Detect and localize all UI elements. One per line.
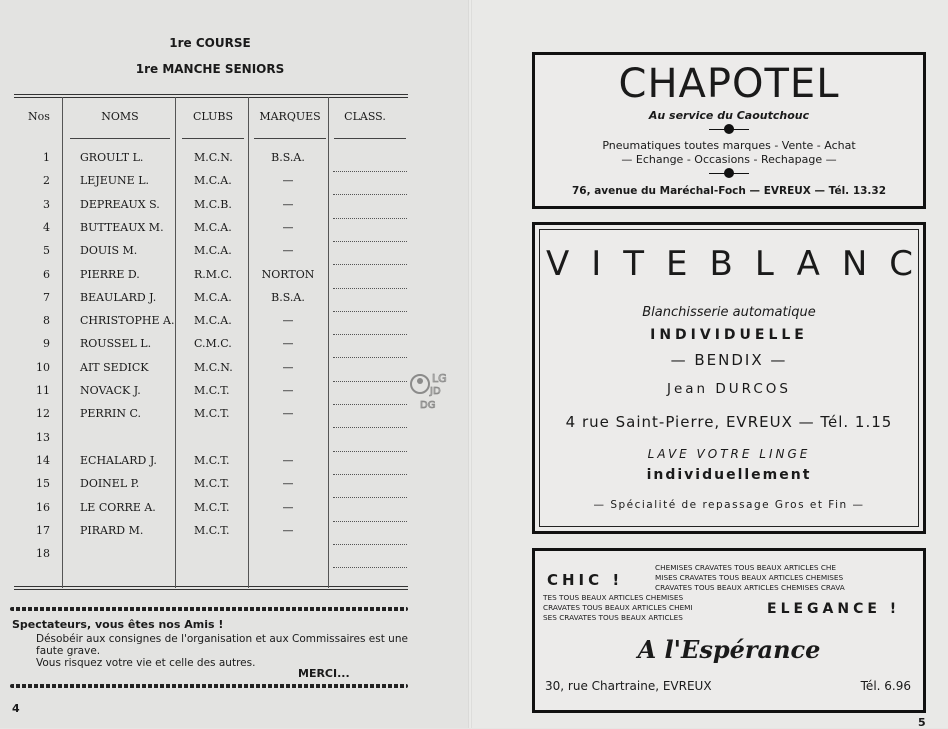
classement-blank: [333, 288, 407, 289]
entry-club: M.C.T.: [194, 453, 230, 467]
classement-blank: [333, 404, 407, 405]
table-top-rule: [14, 94, 408, 98]
entry-number: 7: [43, 290, 50, 304]
entry-number: 12: [36, 407, 50, 421]
viteblanc-line4: Jean DURCOS: [666, 381, 791, 397]
elegance-text: ELEGANCE !: [767, 601, 901, 617]
viteblanc-line5: 4 rue Saint-Pierre, EVREUX — Tél. 1.15: [565, 413, 893, 431]
viteblanc-line6: LAVE VOTRE LINGE: [647, 447, 811, 461]
classement-blank: [333, 334, 407, 335]
classement-blank: [333, 311, 407, 312]
entry-number: 17: [36, 523, 50, 537]
viteblanc-line1: Blanchisserie automatique: [642, 305, 816, 320]
classement-blank: [333, 264, 407, 265]
col-header-marques: MARQUES: [259, 110, 321, 123]
shop-name: A l'Espérance: [637, 635, 821, 664]
entry-brand: —: [282, 337, 294, 351]
header-underline: [70, 138, 170, 139]
entry-club: M.C.A.: [194, 174, 232, 188]
entry-club: M.C.T.: [194, 500, 230, 514]
entry-number: 15: [36, 477, 50, 491]
entry-number: 6: [43, 267, 50, 281]
entry-name: CHRISTOPHE A.: [80, 314, 175, 328]
entry-brand: —: [282, 407, 294, 421]
entry-number: 10: [36, 360, 50, 374]
classement-blank: [333, 567, 407, 568]
entry-brand: —: [282, 174, 294, 188]
ad-esperance: [532, 548, 926, 713]
svg-text:JD: JD: [430, 386, 441, 397]
entry-brand: B.S.A.: [271, 151, 305, 164]
entry-number: 9: [43, 337, 50, 351]
classement-blank: [333, 194, 407, 195]
viteblanc-name: VITEBLANC: [546, 244, 936, 284]
small-text-right: CHEMISES CRAVATES TOUS BEAUX ARTICLES CHE: [655, 563, 837, 572]
viteblanc-line2: INDIVIDUELLE: [650, 327, 808, 343]
entry-name: LE CORRE A.: [80, 500, 156, 514]
entry-brand: —: [282, 477, 294, 491]
entry-club: M.C.T.: [194, 523, 230, 537]
entry-number: 13: [36, 430, 50, 444]
warning-text: Vous risquez votre vie et celle des autres.: [36, 657, 256, 669]
column-divider: [175, 97, 176, 588]
small-text-left: CRAVATES TOUS BEAUX ARTICLES CHEMI: [543, 603, 693, 612]
entry-brand: —: [282, 220, 294, 234]
classement-blank: [333, 241, 407, 242]
wavy-rule: [10, 607, 408, 611]
small-text-left: SES CRAVATES TOUS BEAUX ARTICLES: [543, 613, 683, 622]
entry-club: M.C.B.: [194, 197, 232, 211]
classement-blank: [333, 497, 407, 498]
entry-brand: —: [282, 384, 294, 397]
table-bottom-rule: [14, 586, 408, 590]
entry-name: LEJEUNE L.: [80, 174, 149, 188]
entry-number: 5: [43, 244, 50, 258]
chic-text: CHIC !: [547, 571, 624, 589]
page-gutter: [468, 0, 472, 728]
viteblanc-line3: — BENDIX —: [670, 351, 788, 369]
entry-number: 1: [43, 151, 50, 164]
entry-brand: —: [282, 523, 294, 537]
ad-chapotel: [532, 52, 926, 209]
entry-club: M.C.A.: [194, 314, 232, 328]
header-underline: [334, 138, 406, 139]
entry-brand: —: [282, 500, 294, 514]
warning-text: Désobéir aux consignes de l'organisation et aux Commissaires est une: [36, 633, 408, 645]
entry-brand: B.S.A.: [271, 290, 305, 304]
entry-number: 8: [43, 314, 50, 328]
entry-brand: —: [282, 360, 294, 374]
col-header-clubs: CLUBS: [192, 110, 233, 123]
chapotel-address: 76, avenue du Maréchal-Foch — EVREUX — Tél. 13.32: [571, 185, 887, 197]
classement-blank: [333, 171, 407, 172]
entry-number: 2: [43, 174, 50, 188]
viteblanc-line7: individuellement: [646, 467, 812, 483]
entry-name: PIRARD M.: [80, 523, 144, 537]
wavy-rule: [10, 684, 408, 688]
entry-number: 18: [36, 547, 50, 561]
entry-number: 16: [36, 500, 50, 514]
entry-name: AIT SEDICK: [80, 360, 149, 374]
entry-brand: —: [282, 197, 294, 211]
small-text-right: CRAVATES TOUS BEAUX ARTICLES CHEMISES CRAVA: [655, 583, 845, 592]
ornament-divider: [709, 173, 749, 174]
header-underline: [182, 138, 244, 139]
entry-name: PERRIN C.: [80, 407, 141, 421]
classement-blank: [333, 218, 407, 219]
shop-phone: Tél. 6.96: [860, 679, 911, 693]
header-underline: [254, 138, 326, 139]
warning-text: faute grave.: [36, 645, 101, 657]
entry-number: 4: [43, 220, 50, 234]
entry-name: ROUSSEL L.: [80, 337, 152, 351]
library-stamp-logo: [408, 366, 460, 412]
entry-brand: NORTON: [261, 267, 315, 281]
entry-name: DOINEL P.: [80, 477, 140, 491]
page-number-left: 4: [12, 702, 20, 715]
col-header-noms: NOMS: [101, 110, 139, 123]
entry-number: 3: [43, 197, 50, 211]
chapotel-line2: — Echange - Occasions - Rechapage —: [621, 153, 837, 166]
classement-blank: [333, 357, 407, 358]
classement-blank: [333, 474, 407, 475]
entry-club: M.C.N.: [194, 151, 233, 164]
entry-club: M.C.T.: [194, 384, 230, 397]
entry-club: M.C.N.: [194, 360, 233, 374]
entry-club: C.M.C.: [194, 337, 232, 351]
entry-club: M.C.T.: [194, 477, 230, 491]
warning-title: Spectateurs, vous êtes nos Amis !: [12, 618, 224, 631]
entry-club: M.C.A.: [194, 244, 232, 258]
entry-name: BUTTEAUX M.: [80, 220, 164, 234]
chapotel-tagline: Au service du Caoutchouc: [648, 109, 810, 122]
entry-club: M.C.A.: [194, 220, 232, 234]
chapotel-name: CHAPOTEL: [618, 61, 840, 107]
classement-blank: [333, 381, 407, 382]
entry-name: PIERRE D.: [80, 267, 140, 281]
classement-blank: [333, 451, 407, 452]
entry-number: 11: [36, 384, 50, 397]
ornament-divider: [709, 129, 749, 130]
small-text-right: MISES CRAVATES TOUS BEAUX ARTICLES CHEMISES: [655, 573, 844, 582]
svg-text:DG: DG: [420, 400, 436, 411]
entry-number: 14: [36, 453, 50, 467]
entry-name: ECHALARD J.: [80, 453, 157, 467]
entry-name: GROULT L.: [80, 151, 144, 164]
shop-address: 30, rue Chartraine, EVREUX: [545, 679, 712, 693]
race-heading: 1re COURSE: [169, 36, 251, 50]
entry-name: NOVACK J.: [80, 384, 141, 397]
column-divider: [328, 97, 329, 588]
entry-club: M.C.T.: [194, 407, 230, 421]
col-header-class: CLASS.: [344, 110, 386, 123]
svg-text:LG: LG: [432, 372, 447, 385]
col-header-no: Nos: [28, 110, 50, 123]
chapotel-line1: Pneumatiques toutes marques - Vente - Achat: [602, 139, 856, 152]
entry-brand: —: [282, 453, 294, 467]
viteblanc-line8: — Spécialité de repassage Gros et Fin —: [593, 499, 865, 511]
classement-blank: [333, 544, 407, 545]
page-number-right: 5: [918, 716, 926, 729]
classement-blank: [333, 427, 407, 428]
small-text-left: TES TOUS BEAUX ARTICLES CHEMISES: [543, 593, 684, 602]
entry-club: R.M.C.: [194, 267, 233, 281]
column-divider: [62, 97, 63, 588]
merci-text: MERCI...: [298, 667, 350, 680]
entry-brand: —: [282, 314, 294, 328]
entry-name: DOUIS M.: [80, 244, 138, 258]
entry-name: DEPREAUX S.: [80, 197, 160, 211]
entry-club: M.C.A.: [194, 290, 232, 304]
entry-brand: —: [282, 244, 294, 258]
entry-name: BEAULARD J.: [80, 290, 157, 304]
classement-blank: [333, 521, 407, 522]
race-subheading: 1re MANCHE SENIORS: [135, 62, 285, 76]
